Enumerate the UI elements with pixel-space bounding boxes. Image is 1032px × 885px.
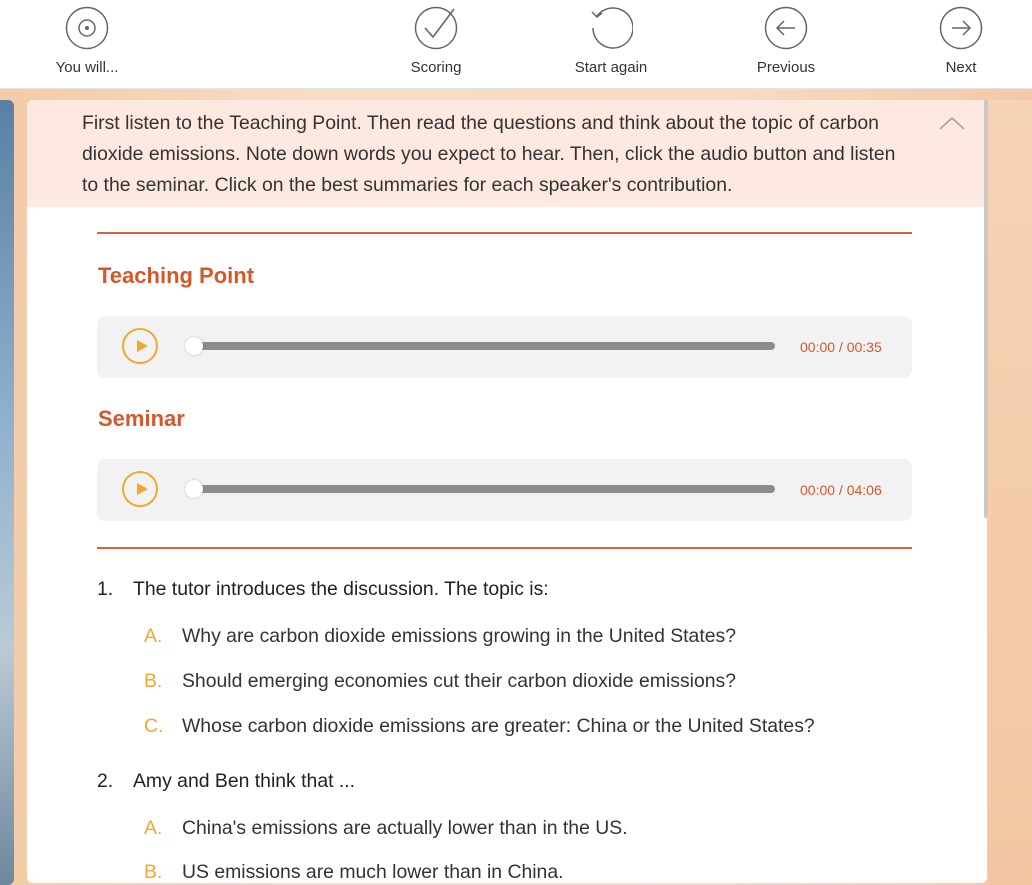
panel-scrollbar[interactable] <box>984 100 988 518</box>
start-again-button[interactable] <box>556 6 666 76</box>
question-1-option-c[interactable] <box>144 715 815 738</box>
option-text: US emissions are much lower than in China. <box>182 861 564 883</box>
teaching-point-title: Teaching Point <box>98 263 255 288</box>
section-divider <box>97 547 912 549</box>
instructions-box <box>27 100 987 207</box>
you-will-label: You will... <box>55 59 119 76</box>
question-1-option-b[interactable] <box>144 670 736 693</box>
instructions-text: First listen to the Teaching Point. Then read the questions and think about the topic of carbon dioxide emissions. Note down words you expect to hear. Then, click the audio button and listen to the seminar. Click on the best summaries for each speaker's contribution. <box>82 112 896 196</box>
background-image-left <box>0 100 14 885</box>
audio-time: 00:00 / 00:35 <box>800 339 882 355</box>
question-number: 1. <box>97 578 114 600</box>
background-right <box>988 100 1032 885</box>
previous-label: Previous <box>756 59 816 76</box>
audio-progress-track[interactable] <box>187 342 775 350</box>
audio-progress-knob[interactable] <box>185 480 203 498</box>
option-text: Why are carbon dioxide emissions growing in the United States? <box>182 625 736 647</box>
section-divider <box>97 232 912 234</box>
start-again-label: Start again <box>574 59 648 76</box>
activity-panel[interactable] <box>27 100 987 883</box>
question-1-option-a[interactable] <box>144 625 736 648</box>
option-text: Should emerging economies cut their carbon dioxide emissions? <box>182 670 737 692</box>
checkmark-icon <box>414 6 458 50</box>
option-letter: B. <box>144 670 163 692</box>
question-2-option-a[interactable] <box>144 817 628 840</box>
option-letter: A. <box>144 817 163 839</box>
audio-progress-knob[interactable] <box>185 337 203 355</box>
restart-icon <box>589 6 633 50</box>
play-icon[interactable] <box>122 471 158 507</box>
question-text: The tutor introduces the discussion. The topic is: <box>133 578 549 600</box>
question-2 <box>97 770 355 793</box>
scoring-label: Scoring <box>410 59 462 76</box>
next-label: Next <box>945 59 977 76</box>
seminar-title: Seminar <box>98 406 185 431</box>
question-2-option-b[interactable] <box>144 861 564 883</box>
option-text: China's emissions are actually lower than in the US. <box>182 817 628 839</box>
option-letter: C. <box>144 715 164 737</box>
target-icon <box>65 6 109 50</box>
scoring-button[interactable] <box>381 6 491 76</box>
option-text: Whose carbon dioxide emissions are greater: China or the United States? <box>182 715 815 737</box>
question-1 <box>97 578 549 601</box>
question-number: 2. <box>97 770 114 792</box>
option-letter: B. <box>144 861 163 883</box>
next-button[interactable] <box>906 6 1016 76</box>
you-will-button[interactable] <box>32 6 142 76</box>
arrow-left-icon <box>764 6 808 50</box>
teaching-point-audio-player <box>97 316 912 378</box>
seminar-audio-player <box>97 459 912 521</box>
top-toolbar <box>0 0 1032 89</box>
previous-button[interactable] <box>731 6 841 76</box>
audio-time: 00:00 / 04:06 <box>800 482 882 498</box>
play-icon[interactable] <box>122 328 158 364</box>
chevron-up-icon[interactable] <box>939 114 965 132</box>
audio-progress-track[interactable] <box>187 485 775 493</box>
arrow-right-icon <box>939 6 983 50</box>
option-letter: A. <box>144 625 163 647</box>
question-text: Amy and Ben think that ... <box>133 770 356 792</box>
